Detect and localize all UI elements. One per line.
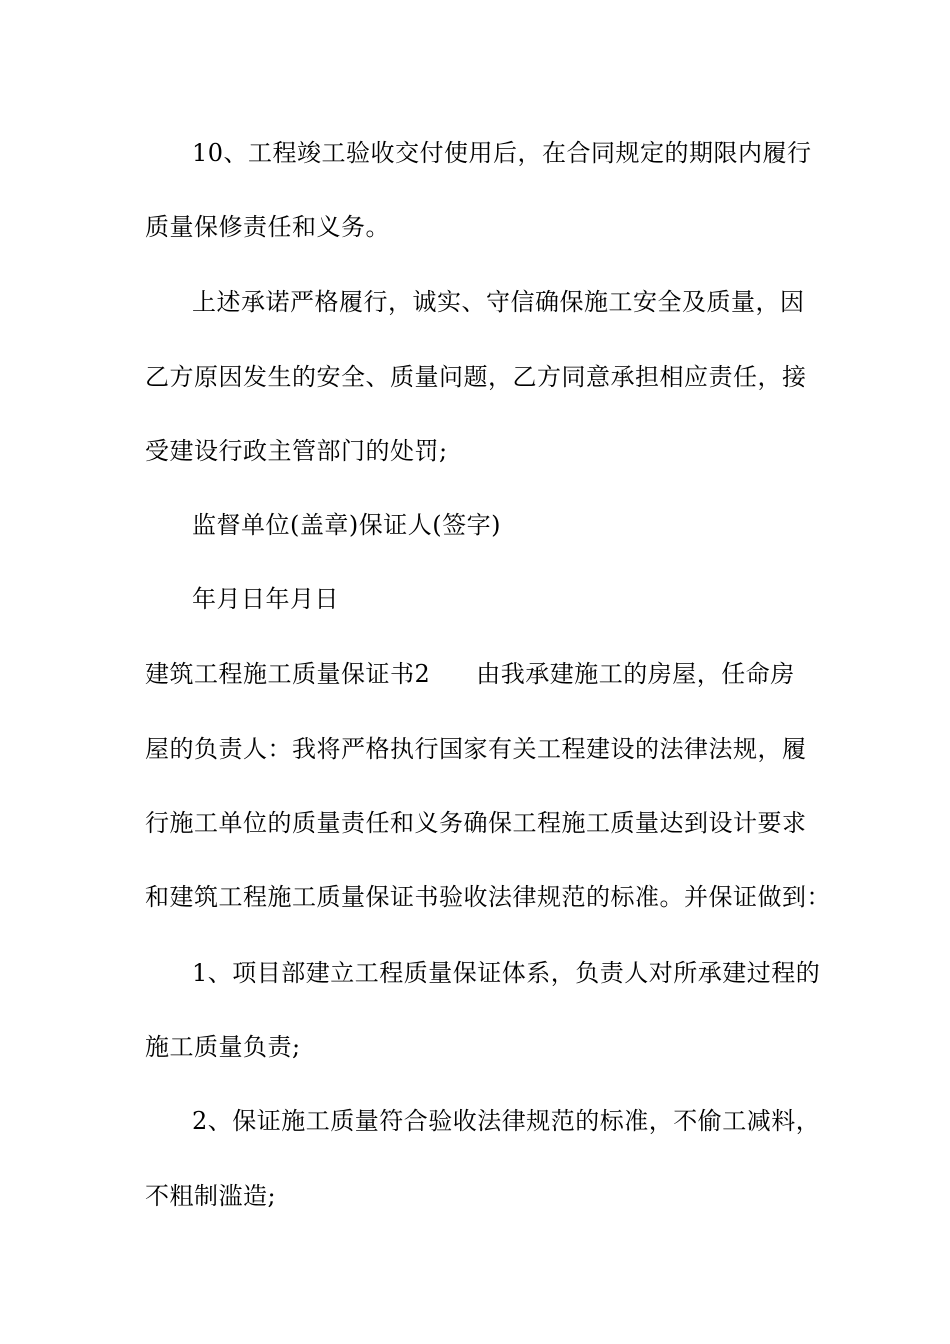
list-item-line: 2、保证施工质量符合验收法律规范的标准，不偷工减料， [192,1107,821,1135]
section-title: 建筑工程施工质量保证书2 [145,660,431,688]
date-line: 年月日年月日 [192,585,339,613]
paragraph-line: 和建筑工程施工质量保证书验收法律规范的标准。并保证做到： [145,883,831,911]
section-heading-line [145,659,795,689]
paragraph-line: 质量保修责任和义务。 [145,213,390,241]
paragraph-line: 行施工单位的质量责任和义务确保工程施工质量达到设计要求 [145,809,807,837]
list-item-line: 施工质量负责; [145,1033,301,1061]
paragraph-line: 受建设行政主管部门的处罚; [145,437,448,465]
section-intro: 由我承建施工的房屋，任命房 [476,660,795,688]
paragraph-line: 10、工程竣工验收交付使用后，在合同规定的期限内履行 [192,139,812,167]
paragraph-line: 上述承诺严格履行，诚实、守信确保施工安全及质量，因 [192,288,805,316]
list-item-line: 不粗制滥造; [145,1182,277,1210]
paragraph-line: 乙方原因发生的安全、质量问题，乙方同意承担相应责任，接 [145,363,807,391]
paragraph-line: 屋的负责人：我将严格执行国家有关工程建设的法律法规，履 [145,735,807,763]
list-item-line: 1、项目部建立工程质量保证体系，负责人对所承建过程的 [192,959,821,987]
signature-line: 监督单位(盖章)保证人(签字) [192,511,501,539]
